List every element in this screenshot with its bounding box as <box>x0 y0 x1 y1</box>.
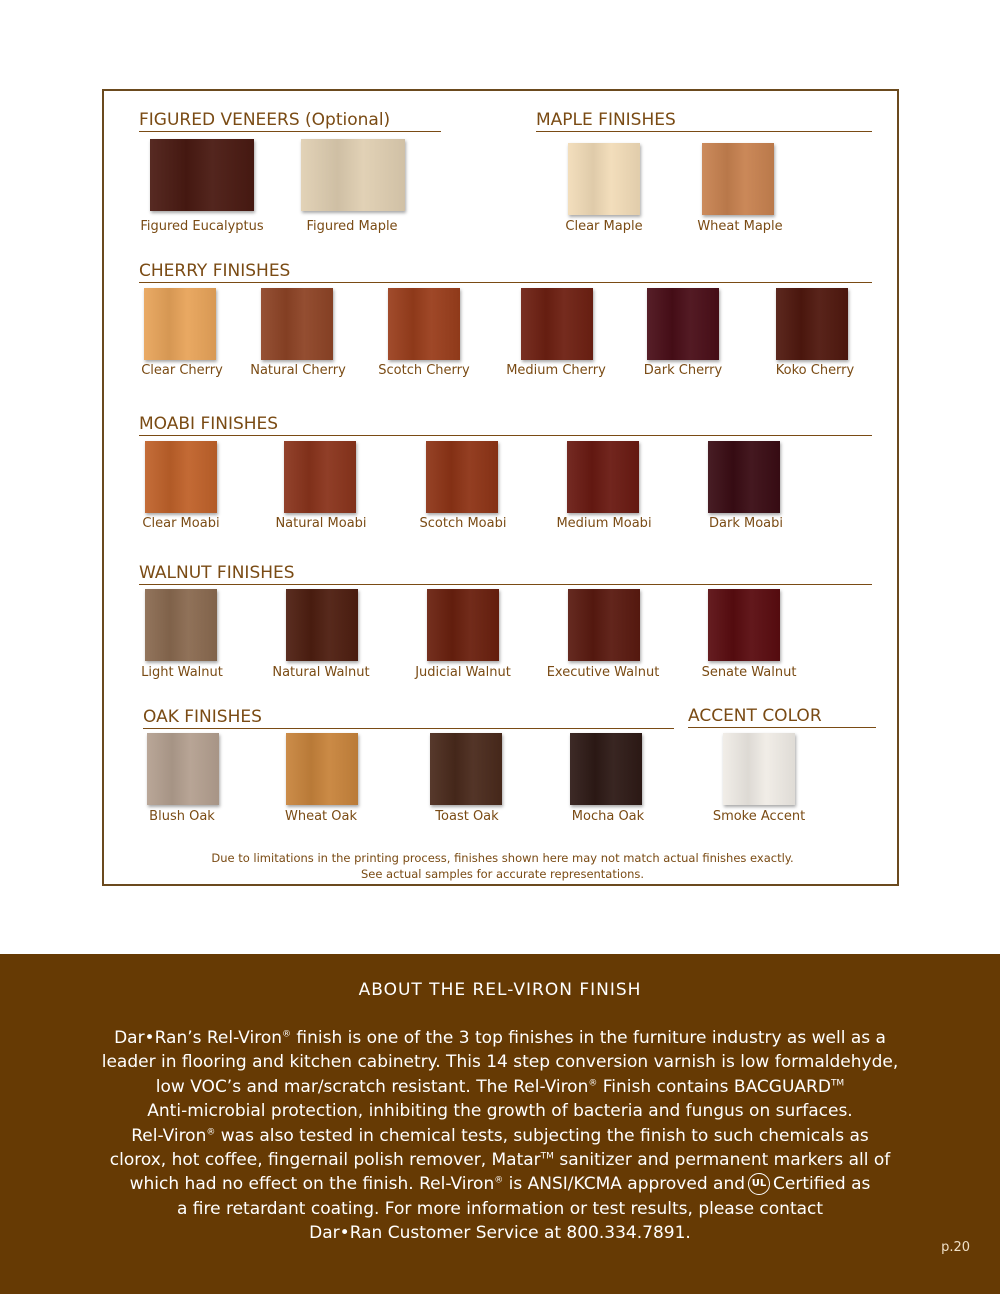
about-body <box>0 1026 1000 1246</box>
label-clear-cherry: Clear Cherry <box>141 363 223 378</box>
swatch-executive-walnut <box>568 589 640 661</box>
section-title-walnut: WALNUT FINISHES <box>139 563 872 585</box>
about-line-9: Dar•Ran Customer Service at 800.334.7891. <box>309 1223 691 1244</box>
label-koko-cherry: Koko Cherry <box>775 363 855 378</box>
label-medium-cherry: Medium Cherry <box>506 363 606 378</box>
label-judicial-walnut: Judicial Walnut <box>415 665 511 680</box>
swatch-wheat-oak <box>286 733 358 805</box>
swatch-blush-oak <box>147 733 219 805</box>
label-smoke-accent: Smoke Accent <box>712 809 806 824</box>
swatch-dark-cherry <box>647 288 719 360</box>
swatch-toast-oak <box>430 733 502 805</box>
label-medium-moabi: Medium Moabi <box>556 516 652 531</box>
swatch-koko-cherry <box>776 288 848 360</box>
label-clear-maple: Clear Maple <box>565 219 643 234</box>
page-number: p.20 <box>941 1240 970 1255</box>
label-senate-walnut: Senate Walnut <box>701 665 797 680</box>
swatch-wheat-maple <box>702 143 774 215</box>
about-line-6: clorox, hot coffee, fingernail polish remover, Matar™ sanitizer and permanent markers all of <box>109 1150 891 1171</box>
label-scotch-moabi: Scotch Moabi <box>419 516 507 531</box>
swatch-dark-moabi <box>708 441 780 513</box>
swatch-senate-walnut <box>708 589 780 661</box>
swatch-clear-moabi <box>145 441 217 513</box>
swatch-natural-cherry <box>261 288 333 360</box>
swatch-natural-walnut <box>286 589 358 661</box>
swatch-clear-maple <box>568 143 640 215</box>
section-title-maple: MAPLE FINISHES <box>536 110 872 132</box>
swatch-medium-cherry <box>521 288 593 360</box>
label-figured-maple: Figured Maple <box>306 219 398 234</box>
label-natural-moabi: Natural Moabi <box>275 516 367 531</box>
label-dark-cherry: Dark Cherry <box>643 363 723 378</box>
label-blush-oak: Blush Oak <box>149 809 215 824</box>
about-line-3: low VOC’s and mar/scratch resistant. The Rel-Viron® Finish contains BACGUARD™ <box>155 1076 845 1097</box>
swatch-medium-moabi <box>567 441 639 513</box>
about-line-8: a fire retardant coating. For more information or test results, please contact <box>176 1198 824 1219</box>
section-title-oak: OAK FINISHES <box>143 707 674 729</box>
swatch-figured-eucalyptus <box>150 139 254 211</box>
about-title: ABOUT THE REL-VIRON FINISH <box>358 980 642 1000</box>
finish-samples-panel <box>102 89 899 886</box>
about-line-4: Anti-microbial protection, inhibiting the growth of bacteria and fungus on surfaces. <box>147 1101 853 1122</box>
swatch-smoke-accent <box>723 733 795 805</box>
about-line-2: leader in flooring and kitchen cabinetry. This 14 step conversion varnish is low formaldehyde, <box>101 1052 899 1073</box>
swatch-natural-moabi <box>284 441 356 513</box>
ul-certified-icon: UL <box>748 1173 770 1195</box>
label-light-walnut: Light Walnut <box>141 665 223 680</box>
section-title-cherry: CHERRY FINISHES <box>139 261 872 283</box>
swatch-scotch-moabi <box>426 441 498 513</box>
label-scotch-cherry: Scotch Cherry <box>378 363 470 378</box>
label-natural-cherry: Natural Cherry <box>250 363 346 378</box>
label-executive-walnut: Executive Walnut <box>546 665 660 680</box>
swatch-light-walnut <box>145 589 217 661</box>
label-toast-oak: Toast Oak <box>435 809 499 824</box>
section-title-moabi: MOABI FINISHES <box>139 414 872 436</box>
section-title-accent: ACCENT COLOR <box>688 706 876 728</box>
label-dark-moabi: Dark Moabi <box>709 516 783 531</box>
label-natural-walnut: Natural Walnut <box>272 665 370 680</box>
disclaimer-line-1: Due to limitations in the printing process, finishes shown here may not match actual finishes exactly. <box>211 851 794 865</box>
swatch-mocha-oak <box>570 733 642 805</box>
label-wheat-maple: Wheat Maple <box>697 219 783 234</box>
about-line-7: which had no effect on the finish. Rel-Viron® is ANSI/KCMA approved and UL Certified as <box>129 1174 871 1195</box>
label-figured-eucalyptus: Figured Eucalyptus <box>140 219 264 234</box>
disclaimer-line-2: See actual samples for accurate representations. <box>360 867 645 881</box>
section-title-figured-veneers: FIGURED VENEERS (Optional) <box>139 110 441 132</box>
about-finish-section <box>0 954 1000 1294</box>
label-mocha-oak: Mocha Oak <box>571 809 645 824</box>
label-clear-moabi: Clear Moabi <box>142 516 220 531</box>
label-wheat-oak: Wheat Oak <box>284 809 357 824</box>
swatch-figured-maple <box>301 139 405 211</box>
about-line-5: Rel-Viron® was also tested in chemical tests, subjecting the finish to such chemicals as <box>131 1125 869 1146</box>
disclaimer <box>104 850 901 882</box>
about-line-1: Dar•Ran’s Rel-Viron® finish is one of the 3 top finishes in the furniture industry as well as a <box>114 1028 886 1048</box>
swatch-judicial-walnut <box>427 589 499 661</box>
swatch-scotch-cherry <box>388 288 460 360</box>
swatch-clear-cherry <box>144 288 216 360</box>
